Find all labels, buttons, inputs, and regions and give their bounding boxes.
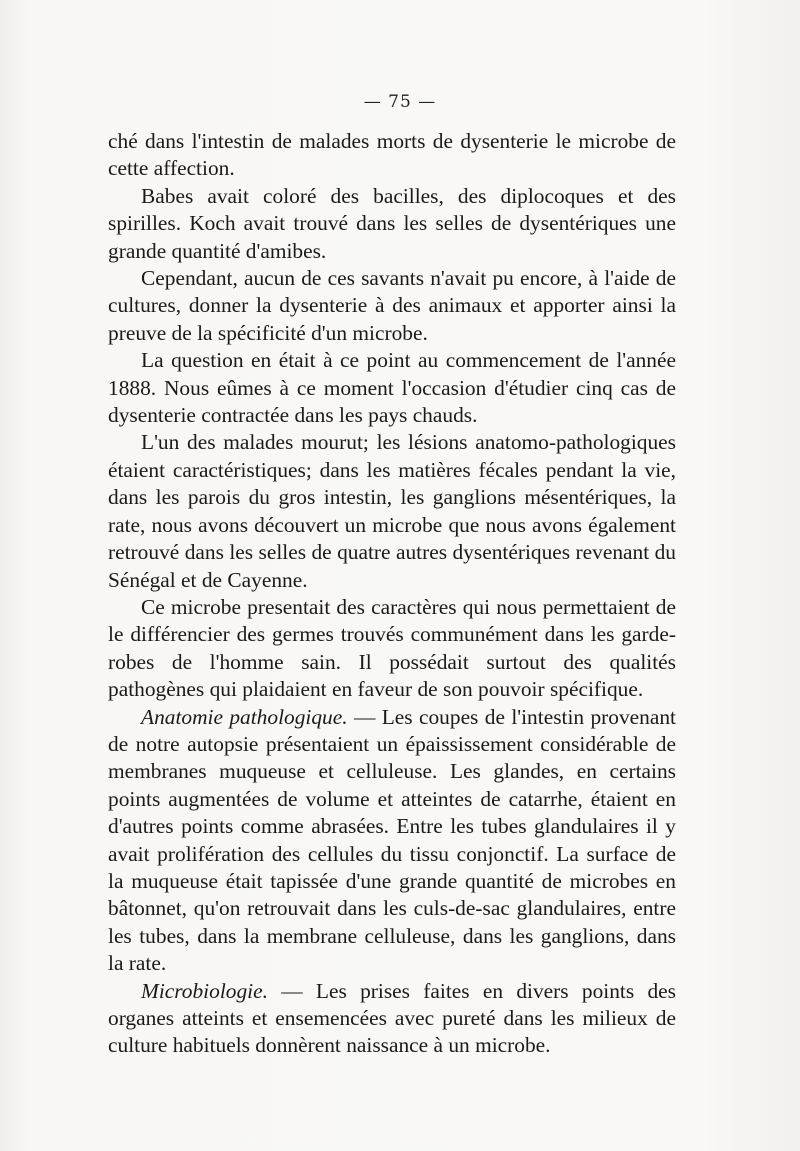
page-number: — 75 — (363, 92, 437, 112)
paragraph-text: — Les prises faites en divers points des organes atteints et ensemencées avec pureté dans les milieux de culture habituels donnèrent naissance à un microbe. (108, 978, 676, 1058)
paragraph-continuation (108, 128, 676, 183)
paragraph (108, 347, 676, 429)
section-paragraph-microbiologie (108, 978, 676, 1060)
paragraph (108, 183, 676, 265)
paragraph-text: ché dans l'intestin de malades morts de dysenterie le microbe de cette affection. (108, 129, 676, 181)
paragraph-text: Ce microbe presentait des caractères qui nous permettaient de le différencier des germes trouvés communément dans les garde-robes de l'homme sain. Il possédait surtout des qualités pathogènes qui plaidaient en faveur de son pouvoir spécifique. (108, 594, 676, 702)
paragraph (108, 429, 676, 593)
paragraph-text: La question en était à ce point au commencement de l'année 1888. Nous eûmes à ce moment l'occasion d'étudier cinq cas de dysenterie contractée dans les pays chauds. (108, 348, 676, 428)
section-heading: Anatomie pathologique. (141, 704, 348, 729)
paragraph-text: Babes avait coloré des bacilles, des diplocoques et des spirilles. Koch avait trouvé dans les selles de dysentériques une grande quantité d'amibes. (108, 183, 676, 263)
paragraph-text: Cependant, aucun de ces savants n'avait pu encore, à l'aide de cultures, donner la dysenterie à des animaux et apporter ainsi la preuve de la spécificité d'un microbe. (108, 266, 676, 345)
paragraph-text: L'un des malades mourut; les lésions anatomo-pathologiques étaient caractéristiques; dans les matières fécales pendant la vie, dans les parois du gros intestin, les ganglions mésentériques, la rate, nous avons découvert un microbe que nous avons également retrouvé dans les selles de quatre autres dysentériques revenant du Sénégal et de Cayenne. (108, 430, 676, 592)
paragraph (108, 594, 676, 704)
paragraph-text: — Les coupes de l'intestin provenant de notre autopsie présentaient un épaississement considérable de membranes muqueuse et celluleuse. Les glandes, en certains points augmentées de volume et atteintes de catarrhe, étaient en d'autres points comme abrasées. Entre les tubes glandulaires il y avait prolifération des cellules du tissu conjonctif. La surface de la muqueuse était tapissée d'une grande quantité de microbes en bâtonnet, qu'on retrouvait dans les culs-de-sac glandulaires, entre les tubes, dans la membrane celluleuse, dans les ganglions, dans la rate. (108, 704, 677, 976)
section-heading: Microbiologie. (141, 978, 268, 1003)
section-paragraph-anatomie (108, 704, 676, 978)
body-text (108, 128, 676, 1060)
paragraph (108, 265, 676, 347)
